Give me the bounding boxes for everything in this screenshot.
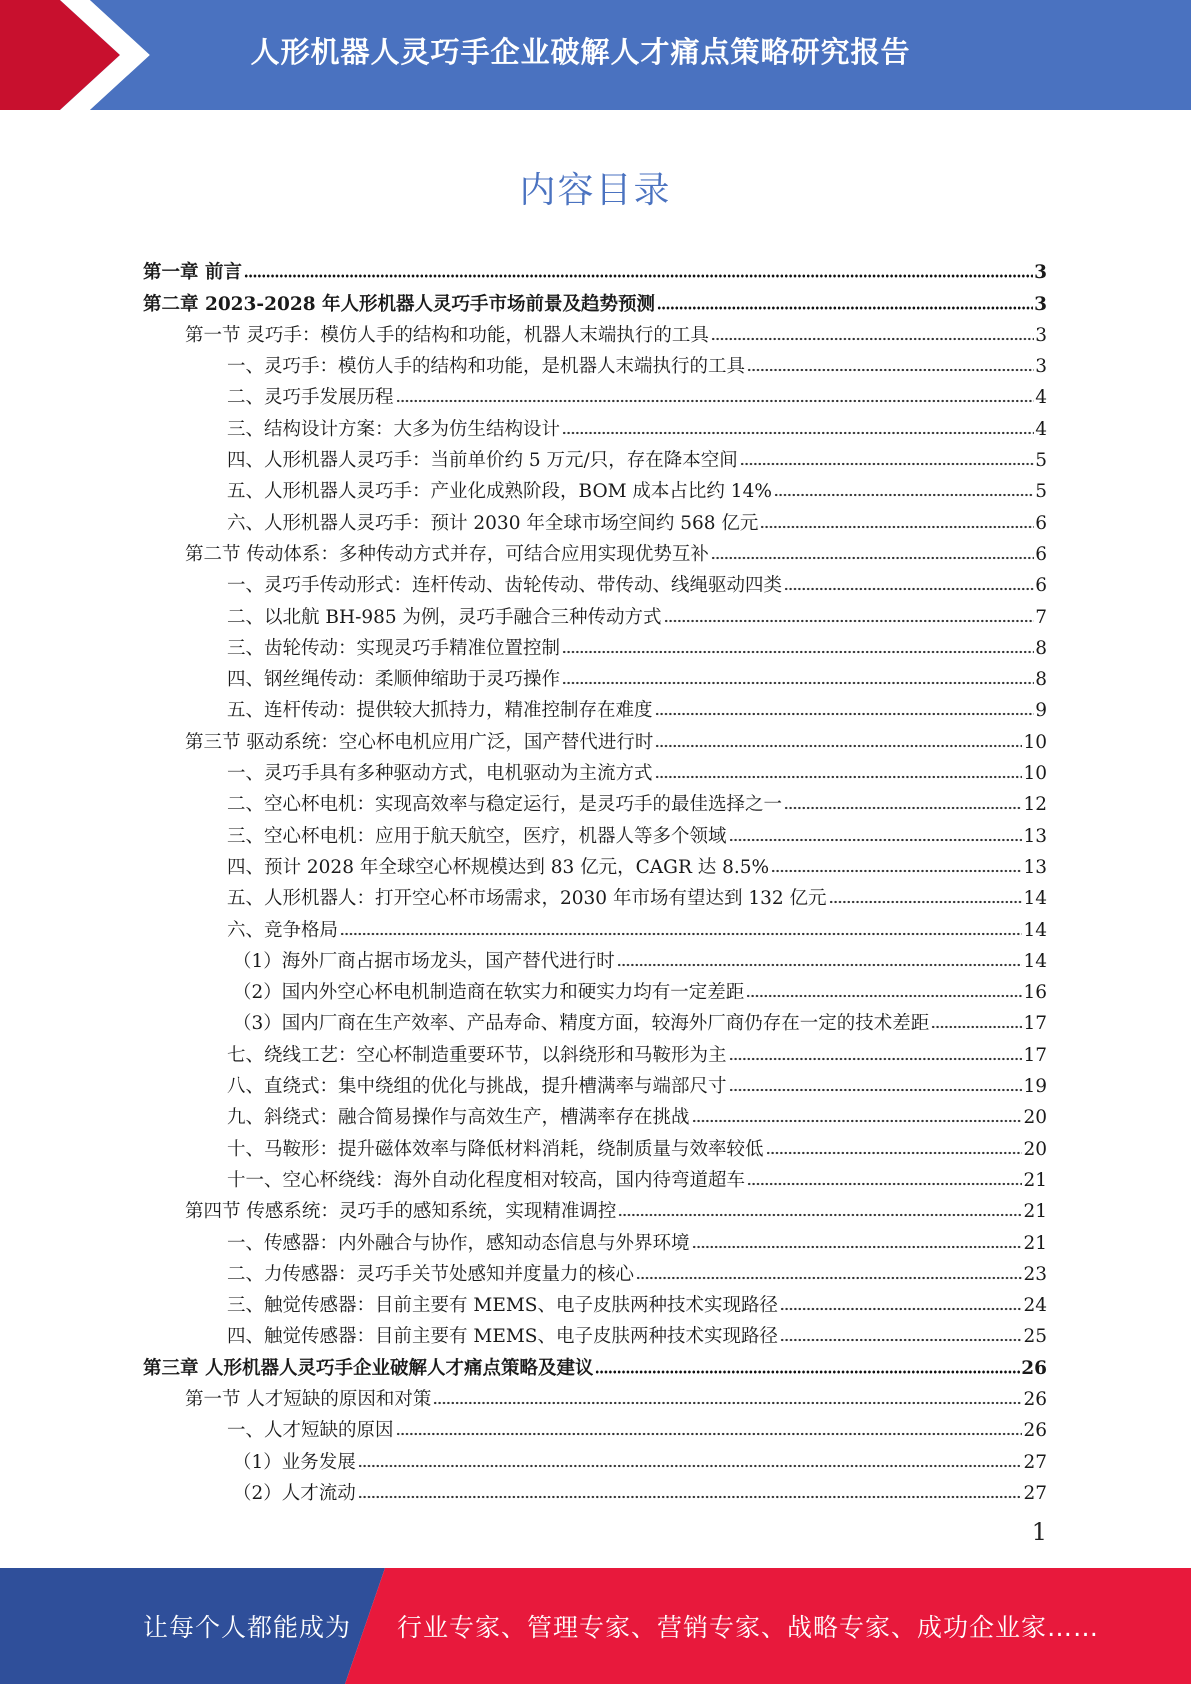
toc-dot-leader	[747, 1181, 1022, 1187]
toc-dot-leader	[358, 1494, 1023, 1500]
toc-entry[interactable]	[143, 1099, 1047, 1130]
toc-entry-page: 6	[1035, 575, 1047, 597]
toc-entry-page: 13	[1023, 825, 1047, 847]
toc-entry[interactable]	[143, 692, 1047, 723]
toc-entry-title: 三、结构设计方案：大多为仿生结构设计	[227, 418, 561, 440]
toc-dot-leader	[746, 993, 1022, 999]
toc-entry-page: 8	[1035, 669, 1047, 691]
toc-entry[interactable]	[143, 348, 1047, 379]
toc-entry-title: 第一章 前言	[143, 262, 242, 284]
report-title: 人形机器人灵巧手企业破解人才痛点策略研究报告	[250, 34, 911, 69]
toc-entry[interactable]	[143, 1475, 1047, 1506]
toc-dot-leader	[562, 430, 1034, 436]
toc-entry-page: 8	[1035, 637, 1047, 659]
toc-entry-page: 26	[1023, 1420, 1047, 1442]
toc-entry-page: 4	[1035, 387, 1047, 409]
toc-entry[interactable]	[143, 379, 1047, 410]
toc-entry[interactable]	[143, 536, 1047, 567]
toc-entry-page: 5	[1035, 481, 1047, 503]
toc-dot-leader	[617, 962, 1023, 968]
toc-dot-leader	[692, 1244, 1023, 1250]
toc-dot-leader	[774, 492, 1034, 498]
toc-entry-title: 四、人形机器人灵巧手：当前单价约 5 万元/只，存在降本空间	[227, 450, 738, 472]
toc-entry[interactable]	[143, 880, 1047, 911]
toc-entry-page: 14	[1023, 919, 1047, 941]
toc-entry-page: 9	[1035, 700, 1047, 722]
toc-dot-leader	[562, 680, 1034, 686]
toc-entry-page: 14	[1023, 888, 1047, 910]
toc-entry-page: 27	[1023, 1451, 1047, 1473]
toc-dot-leader	[771, 868, 1022, 874]
toc-dot-leader	[729, 837, 1023, 843]
toc-entry[interactable]	[143, 254, 1047, 285]
toc-entry[interactable]	[143, 1443, 1047, 1474]
toc-dot-leader	[396, 398, 1035, 404]
toc-entry[interactable]	[143, 1005, 1047, 1036]
toc-entry[interactable]	[143, 442, 1047, 473]
toc-entry-page: 13	[1023, 856, 1047, 878]
toc-entry[interactable]	[143, 1224, 1047, 1255]
toc-entry-page: 17	[1023, 1044, 1047, 1066]
toc-entry[interactable]	[143, 410, 1047, 441]
toc-entry[interactable]	[143, 285, 1047, 316]
toc-entry-title: 第三节 驱动系统：空心杯电机应用广泛，国产替代进行时	[185, 731, 654, 753]
toc-entry-page: 10	[1023, 731, 1047, 753]
toc-entry-page: 3	[1034, 262, 1047, 284]
toc-entry-title: 十、马鞍形：提升磁体效率与降低材料消耗，绕制质量与效率较低	[227, 1138, 764, 1160]
toc-entry-title: 五、人形机器人灵巧手：产业化成熟阶段，BOM 成本占比约 14%	[227, 481, 772, 503]
toc-heading: 内容目录	[519, 170, 672, 211]
toc-entry-page: 23	[1023, 1263, 1047, 1285]
toc-dot-leader	[729, 1056, 1023, 1062]
toc-entry[interactable]	[143, 1162, 1047, 1193]
toc-entry-title: 一、灵巧手传动形式：连杆传动、齿轮传动、带传动、线绳驱动四类	[227, 575, 783, 597]
toc-entry-title: 一、灵巧手：模仿人手的结构和功能，是机器人末端执行的工具	[227, 356, 746, 378]
toc-entry-title: （2）国内外空心杯电机制造商在软实力和硬实力均有一定差距	[233, 982, 745, 1004]
toc-entry[interactable]	[143, 723, 1047, 754]
toc-dot-leader	[760, 524, 1034, 530]
toc-dot-leader	[780, 1306, 1023, 1312]
toc-dot-leader	[711, 555, 1034, 561]
toc-entry-title: 三、齿轮传动：实现灵巧手精准位置控制	[227, 637, 561, 659]
toc-entry-title: 第三章 人形机器人灵巧手企业破解人才痛点策略及建议	[143, 1357, 594, 1379]
footer-slogan-right: 行业专家、管理专家、营销专家、战略专家、成功企业家……	[397, 1613, 1100, 1642]
toc-entry[interactable]	[143, 1349, 1047, 1380]
toc-dot-leader	[711, 336, 1034, 342]
toc-entry-title: 九、斜绕式：融合简易操作与高效生产，槽满率存在挑战	[227, 1107, 690, 1129]
toc-entry[interactable]	[143, 1036, 1047, 1067]
toc-dot-leader	[729, 1087, 1023, 1093]
toc-dot-leader	[740, 461, 1034, 467]
toc-dot-leader	[747, 367, 1034, 373]
toc-entry-page: 21	[1023, 1201, 1047, 1223]
toc-entry[interactable]	[143, 1256, 1047, 1287]
toc-entry-title: 四、触觉传感器：目前主要有 MEMS、电子皮肤两种技术实现路径	[227, 1326, 778, 1348]
toc-entry[interactable]	[143, 473, 1047, 504]
toc-entry-title: 四、钢丝绳传动：柔顺伸缩助于灵巧操作	[227, 669, 561, 691]
toc-dot-leader	[595, 1369, 1020, 1375]
toc-entry[interactable]	[143, 974, 1047, 1005]
toc-entry[interactable]	[143, 1130, 1047, 1161]
toc-entry-title: （1）业务发展	[233, 1451, 356, 1473]
toc-entry-page: 3	[1035, 324, 1047, 346]
toc-dot-leader	[636, 1275, 1022, 1281]
toc-dot-leader	[784, 586, 1034, 592]
footer-banner	[0, 1568, 1191, 1684]
toc-entry-page: 25	[1023, 1326, 1047, 1348]
toc-entry-page: 6	[1035, 512, 1047, 534]
toc-entry-title: 十一、空心杯绕线：海外自动化程度相对较高，国内待弯道超车	[227, 1169, 746, 1191]
toc-dot-leader	[664, 618, 1035, 624]
toc-entry-title: 一、人才短缺的原因	[227, 1420, 394, 1442]
toc-entry[interactable]	[143, 1412, 1047, 1443]
toc-entry[interactable]	[143, 1287, 1047, 1318]
toc-dot-leader	[396, 1431, 1023, 1437]
toc-entry-title: （1）海外厂商占据市场龙头，国产替代进行时	[233, 950, 615, 972]
toc-entry-title: 第二节 传动体系：多种传动方式并存，可结合应用实现优势互补	[185, 543, 709, 565]
toc-entry-title: 第二章 2023-2028 年人形机器人灵巧手市场前景及趋势预测	[143, 293, 656, 315]
toc-dot-leader	[829, 899, 1023, 905]
toc-entry-page: 19	[1023, 1076, 1047, 1098]
toc-entry-page: 21	[1023, 1232, 1047, 1254]
toc-entry-title: 七、绕线工艺：空心杯制造重要环节，以斜绕形和马鞍形为主	[227, 1044, 727, 1066]
toc-dot-leader	[931, 1024, 1022, 1030]
toc-entry[interactable]	[143, 817, 1047, 848]
toc-dot-leader	[358, 1463, 1023, 1469]
toc-dot-leader	[244, 273, 1033, 279]
page-number: 1	[1031, 1518, 1047, 1546]
toc-entry[interactable]	[143, 317, 1047, 348]
toc-entry-title: 第一节 灵巧手：模仿人手的结构和功能，机器人末端执行的工具	[185, 324, 709, 346]
toc-entry-title: 二、以北航 BH-985 为例，灵巧手融合三种传动方式	[227, 606, 662, 628]
toc-entry-page: 17	[1023, 1013, 1047, 1035]
toc-entry[interactable]	[143, 755, 1047, 786]
toc-entry-title: 一、传感器：内外融合与协作，感知动态信息与外界环境	[227, 1232, 690, 1254]
toc-entry-title: 五、人形机器人：打开空心杯市场需求，2030 年市场有望达到 132 亿元	[227, 888, 827, 910]
toc-entry-title: 六、竞争格局	[227, 919, 339, 941]
toc-entry[interactable]	[143, 661, 1047, 692]
toc-entry[interactable]	[143, 911, 1047, 942]
toc-entry-title: （2）人才流动	[233, 1482, 356, 1504]
toc-entry-title: 八、直绕式：集中绕组的优化与挑战，提升槽满率与端部尺寸	[227, 1076, 727, 1098]
toc-dot-leader	[433, 1400, 1022, 1406]
toc-dot-leader	[657, 305, 1033, 311]
toc-dot-leader	[780, 1337, 1023, 1343]
toc-entry-page: 21	[1023, 1169, 1047, 1191]
toc-entry-title: 五、连杆传动：提供较大抓持力，精准控制存在难度	[227, 700, 653, 722]
toc-entry-title: 第一节 人才短缺的原因和对策	[185, 1388, 432, 1410]
toc-entry-page: 26	[1023, 1388, 1047, 1410]
toc-dot-leader	[562, 649, 1034, 655]
toc-entry-page: 7	[1035, 606, 1047, 628]
toc-entry[interactable]	[143, 1068, 1047, 1099]
toc-entry[interactable]	[143, 630, 1047, 661]
toc-entry-page: 16	[1023, 982, 1047, 1004]
toc-dot-leader	[692, 1118, 1023, 1124]
toc-entry[interactable]	[143, 849, 1047, 880]
toc-entry[interactable]	[143, 1318, 1047, 1349]
toc-entry-title: 一、灵巧手具有多种驱动方式，电机驱动为主流方式	[227, 763, 653, 785]
toc-entry-title: 四、预计 2028 年全球空心杯规模达到 83 亿元，CAGR 达 8.5%	[227, 856, 770, 878]
toc-entry-title: 二、力传感器：灵巧手关节处感知并度量力的核心	[227, 1263, 635, 1285]
toc-entry-page: 14	[1023, 950, 1047, 972]
toc-dot-leader	[655, 774, 1023, 780]
toc-dot-leader	[655, 711, 1035, 717]
toc-entry-title: 二、灵巧手发展历程	[227, 387, 394, 409]
toc-entry-page: 27	[1023, 1482, 1047, 1504]
toc-dot-leader	[618, 1212, 1022, 1218]
toc-entry-title: 六、人形机器人灵巧手：预计 2030 年全球市场空间约 568 亿元	[227, 512, 759, 534]
toc-entry[interactable]	[143, 504, 1047, 535]
toc-dot-leader	[655, 743, 1022, 749]
toc-entry[interactable]	[143, 943, 1047, 974]
toc-entry-page: 6	[1035, 543, 1047, 565]
toc-entry-page: 20	[1023, 1138, 1047, 1160]
toc-entry[interactable]	[143, 1193, 1047, 1224]
toc-entry[interactable]	[143, 567, 1047, 598]
toc-entry-title: 第四节 传感系统：灵巧手的感知系统，实现精准调控	[185, 1201, 617, 1223]
toc-entry-page: 5	[1035, 450, 1047, 472]
toc-entry-page: 20	[1023, 1107, 1047, 1129]
toc-entry-page: 26	[1021, 1357, 1047, 1379]
toc-entry[interactable]	[143, 598, 1047, 629]
toc-dot-leader	[784, 805, 1022, 811]
toc-dot-leader	[766, 1150, 1023, 1156]
toc-entry-title: （3）国内厂商在生产效率、产品寿命、精度方面，较海外厂商仍存在一定的技术差距	[233, 1013, 930, 1035]
toc-entry-page: 3	[1034, 293, 1047, 315]
header-banner	[0, 0, 1191, 110]
toc-dot-leader	[340, 931, 1022, 937]
toc-entry-title: 二、空心杯电机：实现高效率与稳定运行，是灵巧手的最佳选择之一	[227, 794, 783, 816]
toc-entry-page: 3	[1035, 356, 1047, 378]
toc-entry-page: 12	[1023, 794, 1047, 816]
toc-entry-page: 10	[1023, 763, 1047, 785]
footer-slogan-left: 让每个人都能成为	[143, 1613, 352, 1642]
toc-entry-page: 4	[1035, 418, 1047, 440]
toc-entry-title: 三、空心杯电机：应用于航天航空，医疗，机器人等多个领域	[227, 825, 727, 847]
toc-entry[interactable]	[143, 786, 1047, 817]
toc-entry-title: 三、触觉传感器：目前主要有 MEMS、电子皮肤两种技术实现路径	[227, 1295, 778, 1317]
table-of-contents	[143, 254, 1047, 1506]
toc-entry[interactable]	[143, 1381, 1047, 1412]
toc-entry-page: 24	[1023, 1295, 1047, 1317]
